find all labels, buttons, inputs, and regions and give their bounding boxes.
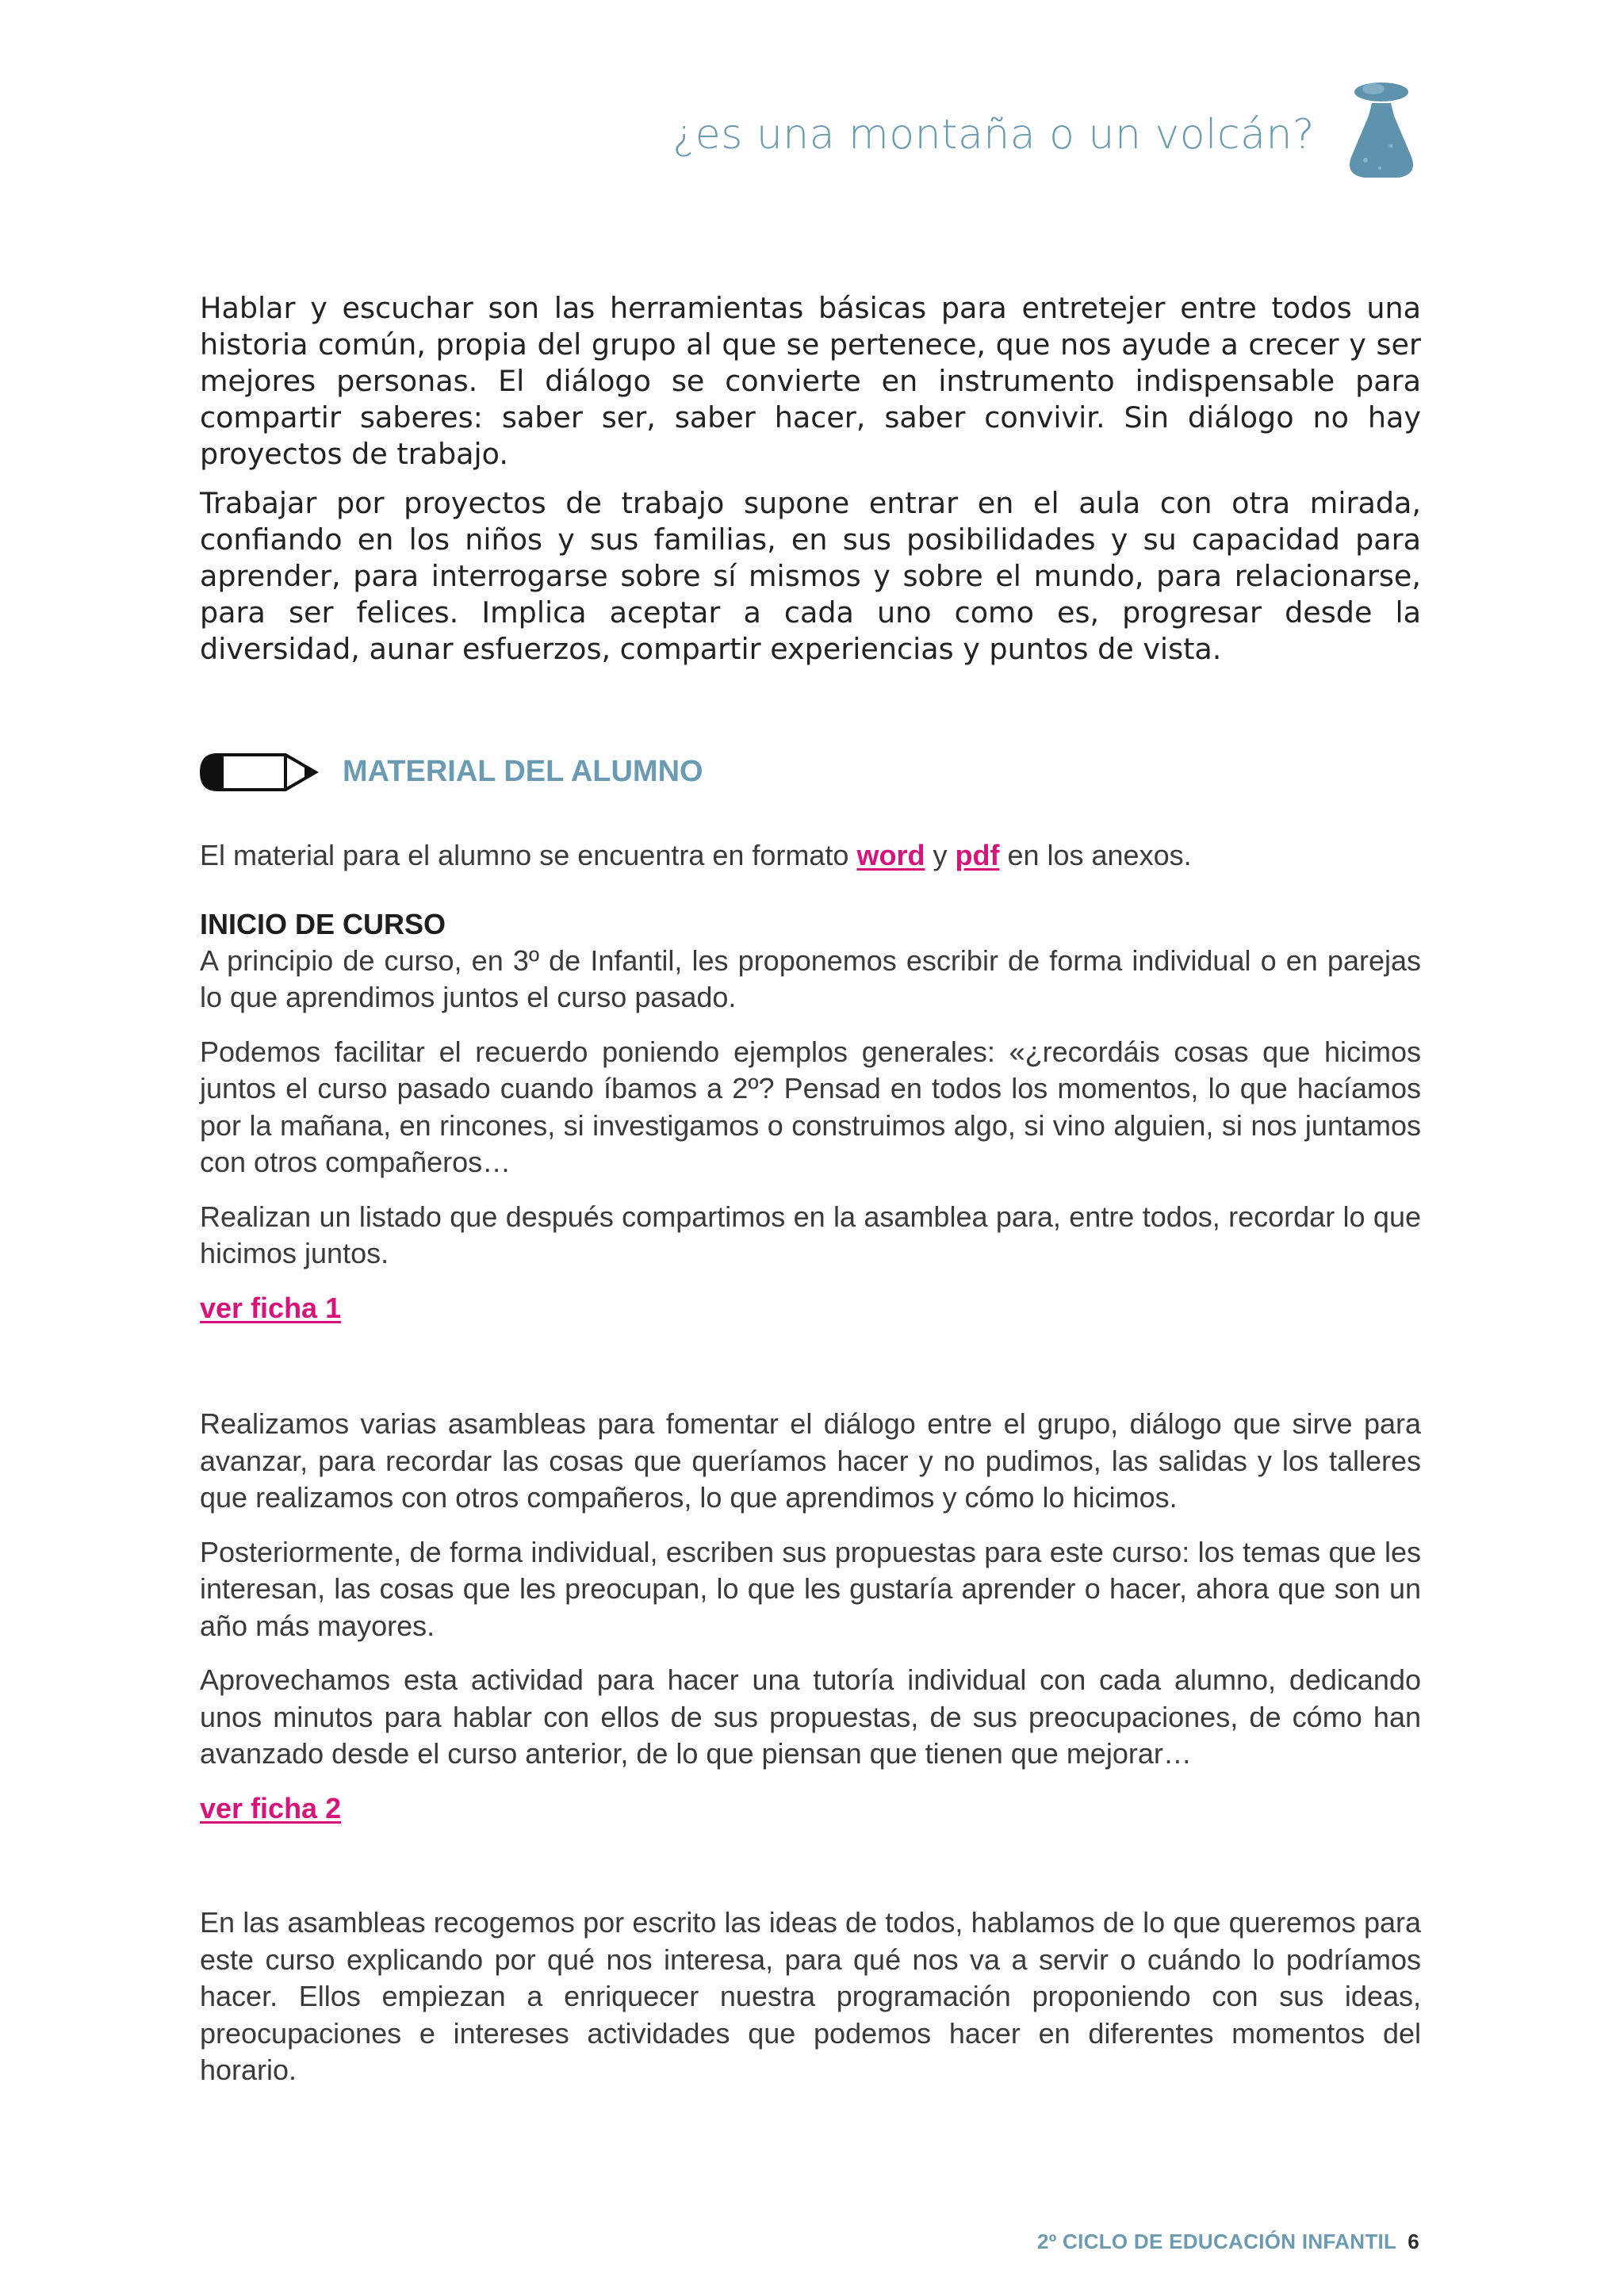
ver-ficha-2-link[interactable]: ver ficha 2 xyxy=(200,1791,342,1824)
link-line xyxy=(200,1790,1421,1828)
page-title: ¿es una montaña o un volcán? xyxy=(672,111,1315,159)
pdf-link[interactable]: pdf xyxy=(955,839,1000,871)
material-text: El material para el alumno se encuentra en formato word y pdf en los anexos. xyxy=(200,839,1192,871)
paragraph: Posteriormente, de forma individual, escriben sus propuestas para este curso: los temas que les interesan, las cosas que les preocupan, lo que les gustaría aprender o hacer, ahora que son un año más mayores. xyxy=(200,1535,1421,1642)
intro-paragraph: Hablar y escuchar son las herramientas básicas para entretejer entre todos una historia común, propia del grupo al que se pertenece, que nos ayude a crecer y ser mejores personas. El diálogo se convierte en instrumento indispensable para compartir saberes: saber ser, saber hacer, saber convivir. Sin diálogo no hay proyectos de trabajo. xyxy=(200,291,1421,471)
page-footer xyxy=(1037,2230,1419,2254)
paragraph: Podemos facilitar el recuerdo poniendo ejemplos generales: «¿recordáis cosas que hicimos juntos el curso pasado cuando íbamos a 2º? Pensad en todos los momentos, lo que hacíamos por la mañana, en rincones, si investigamos o construimos algo, si vino alguien, si nos juntamos con otros compañeros… xyxy=(200,1035,1421,1178)
intro-paragraph: Trabajar por proyectos de trabajo supone entrar en el aula con otra mirada, confiando en los niños y sus familias, en sus posibilidades y su capacidad para aprender, para interrogarse sobre sí mismos y sobre el mundo, para relacionarse, para ser felices. Implica aceptar a cada uno como es, progresar desde la diversidad, aunar esfuerzos, compartir experiencias y puntos de vista. xyxy=(200,486,1421,666)
paragraph: Aprovechamos esta actividad para hacer una tutoría individual con cada alumno, dedicando unos minutos para hablar con ellos de sus propuestas, de sus preocupaciones, de cómo han avanzado desde el curso anterior, de lo que piensan que tienen que mejorar… xyxy=(200,1663,1421,1770)
page-header xyxy=(0,0,1624,174)
word-link[interactable]: word xyxy=(856,839,925,871)
paragraph: A principio de curso, en 3º de Infantil, les proponemos escribir de forma individual o en parejas lo que aprendimos juntos el curso pasado. xyxy=(200,944,1421,1013)
section-title: MATERIAL DEL ALUMNO xyxy=(343,755,703,788)
volcano-icon xyxy=(1342,81,1421,181)
pencil-icon xyxy=(200,750,319,794)
inicio-title: INICIO DE CURSO xyxy=(200,907,446,940)
page-number: 6 xyxy=(1408,2230,1419,2253)
paragraph: Realizan un listado que después compartimos en la asamblea para, entre todos, recordar lo que hicimos juntos. xyxy=(200,1200,1421,1269)
paragraph: En las asambleas recogemos por escrito las ideas de todos, hablamos de lo que queremos para este curso explicando por qué nos interesa, para qué nos va a servir o cuándo lo podríamos hacer. Ellos empiezan a enriquecer nuestra programación proponiendo con sus ideas, preocupaciones e intereses actividades que podemos hacer en diferentes momentos del horario. xyxy=(200,1906,1421,2086)
section-header xyxy=(200,748,1151,796)
link-line xyxy=(200,1290,1421,1327)
main-content xyxy=(200,837,1421,2107)
ver-ficha-1-link[interactable]: ver ficha 1 xyxy=(200,1291,342,1324)
footer-label: 2º CICLO DE EDUCACIÓN INFANTIL xyxy=(1036,2230,1397,2253)
paragraph: Realizamos varias asambleas para fomentar el diálogo entre el grupo, diálogo que sirve para avanzar, para recordar las cosas que queríamos hacer y no pudimos, las salidas y los talleres que realizamos con otros compañeros, lo que aprendimos y cómo lo hicimos. xyxy=(200,1407,1421,1514)
intro-section xyxy=(200,290,1421,680)
